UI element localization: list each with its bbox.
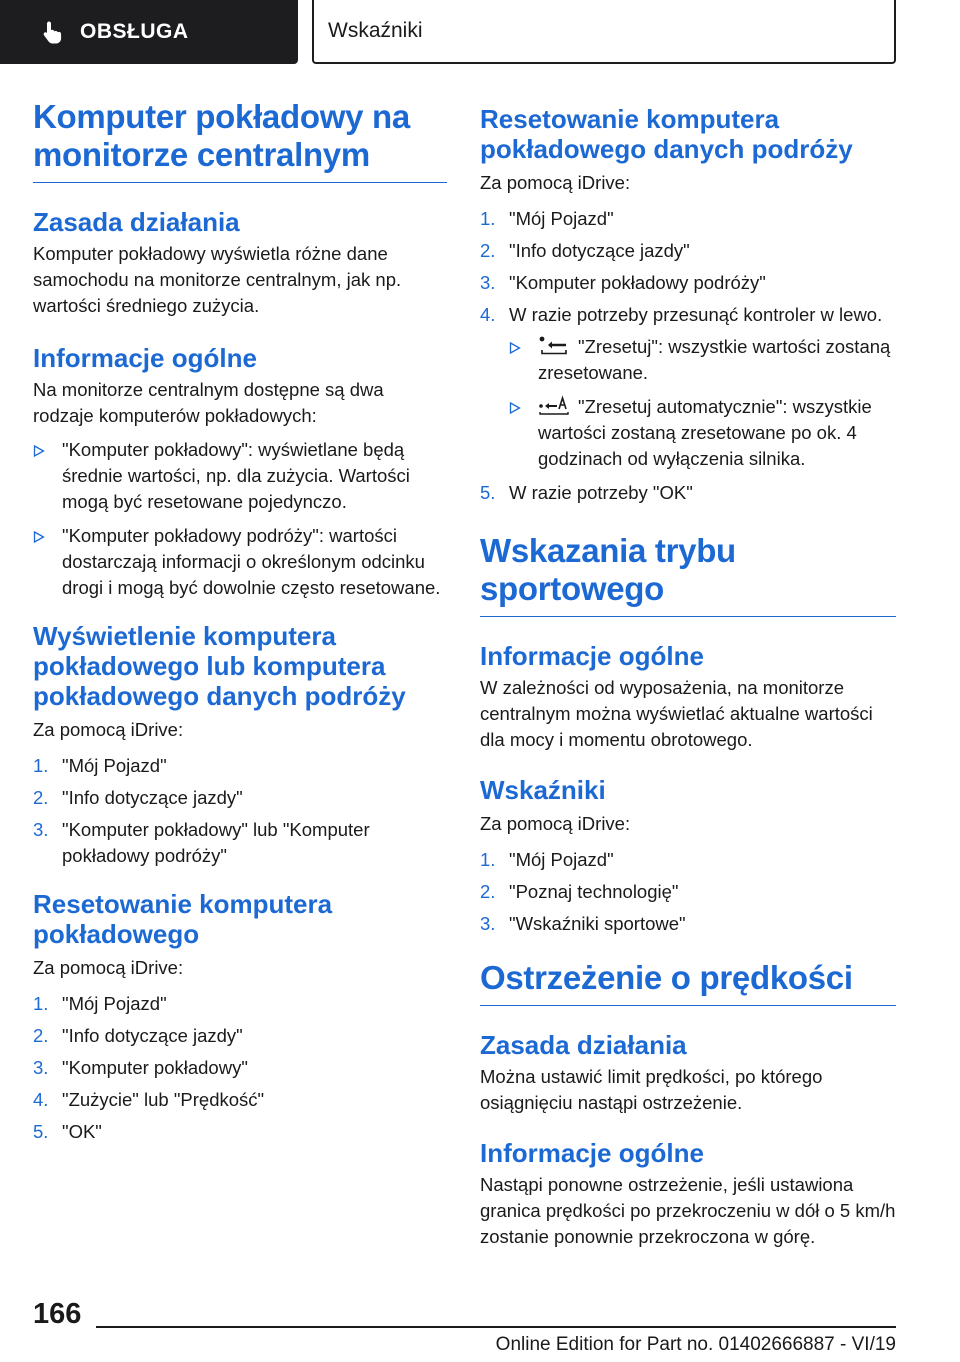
list-item: 1. "Mój Pojazd" bbox=[33, 993, 167, 1014]
steps-display-computer bbox=[33, 753, 447, 869]
triangle-bullet-icon bbox=[509, 402, 521, 414]
list-item: 4. W razie potrzeby przesunąć kontroler w lewo. bbox=[480, 304, 883, 325]
list-item: 3. "Wskaźniki sportowe" bbox=[480, 913, 686, 934]
paragraph-principle: Komputer pokładowy wyświetla różne dane samochodu na monitorze centralnym, jak np. wartości średniego zużycia. bbox=[33, 243, 402, 316]
chapter-title-sport-displays: Wskazania trybu sportowego bbox=[480, 532, 896, 617]
paragraph-general-info: Na monitorze centralnym dostępne są dwa rodzaje komputerów pokładowych: bbox=[33, 379, 384, 426]
heading-reset-computer: Resetowanie komputera pokładowego bbox=[33, 889, 333, 949]
list-item: 1. "Mój Pojazd" bbox=[480, 849, 614, 870]
footer-divider bbox=[96, 1326, 896, 1328]
section-title: OBSŁUGA bbox=[80, 20, 189, 43]
list-item: 3. "Komputer pokładowy" lub "Komputer pokładowy podróży" bbox=[33, 819, 370, 866]
triangle-bullet-icon bbox=[509, 342, 521, 354]
idrive-intro: Za pomocą iDrive: bbox=[480, 172, 631, 193]
chapter-title-speed-warning: Ostrzeżenie o prędkości bbox=[480, 959, 896, 1006]
left-column bbox=[33, 98, 447, 1151]
list-item: "Zresetuj": wszystkie wartości zostaną zresetowane. bbox=[480, 334, 896, 386]
pointing-hand-icon bbox=[40, 19, 66, 45]
page-header bbox=[0, 0, 960, 66]
heading-principle: Zasada działania bbox=[480, 1030, 687, 1060]
section-tab[interactable] bbox=[0, 0, 298, 64]
step-five bbox=[480, 480, 896, 506]
sub-list-reset-options bbox=[480, 334, 896, 472]
heading-indicators: Wskaźniki bbox=[480, 775, 606, 805]
list-item: "Zresetuj automatycznie": wszystkie wartości zostaną zresetowane po ok. 4 godzinach od wyłączenia silnika. bbox=[480, 394, 896, 472]
list-item: "Komputer pokładowy": wyświetlane będą średnie wartości, np. dla zużycia. Wartości mogą być resetowane pojedynczo. bbox=[33, 437, 447, 515]
heading-principle: Zasada działania bbox=[33, 207, 240, 237]
triangle-bullet-icon bbox=[33, 445, 45, 457]
page-number: 166 bbox=[33, 1298, 82, 1330]
list-item: 2. "Info dotyczące jazdy" bbox=[33, 1025, 243, 1046]
idrive-intro: Za pomocą iDrive: bbox=[480, 813, 631, 834]
list-item: 2. "Info dotyczące jazdy" bbox=[33, 787, 243, 808]
heading-general-info: Informacje ogólne bbox=[480, 641, 704, 671]
list-item: 5. W razie potrzeby "OK" bbox=[480, 482, 693, 503]
list-item: 4. "Zużycie" lub "Prędkość" bbox=[33, 1089, 265, 1110]
list-item: 2. "Info dotyczące jazdy" bbox=[480, 240, 690, 261]
heading-general-info: Informacje ogólne bbox=[480, 1138, 704, 1168]
list-item: 5. "OK" bbox=[33, 1121, 102, 1142]
steps-indicators bbox=[480, 847, 896, 937]
list-item: 3. "Komputer pokładowy" bbox=[33, 1057, 248, 1078]
paragraph-speed-principle: Można ustawić limit prędkości, po którego osiągnięciu nastąpi ostrzeżenie. bbox=[480, 1066, 823, 1113]
paragraph-sport-general: W zależności od wyposażenia, na monitorze centralnym można wyświetlać aktualne wartości dla mocy i momentu obrotowego. bbox=[480, 677, 873, 750]
paragraph-speed-general: Nastąpi ponowne ostrzeżenie, jeśli ustawiona granica prędkości po przekroczeniu w dół o 5 km/h zostanie ponownie przekroczona w górę. bbox=[480, 1174, 896, 1247]
list-item: 1. "Mój Pojazd" bbox=[33, 755, 167, 776]
idrive-intro: Za pomocą iDrive: bbox=[33, 957, 184, 978]
idrive-intro: Za pomocą iDrive: bbox=[33, 719, 184, 740]
list-item: 3. "Komputer pokładowy podróży" bbox=[480, 272, 766, 293]
steps-reset-trip-computer bbox=[480, 206, 896, 328]
chapter-title-onboard-computer: Komputer pokładowy na monitorze centralnym bbox=[33, 98, 447, 183]
reset-arrow-icon bbox=[538, 335, 570, 355]
list-item: 1. "Mój Pojazd" bbox=[480, 208, 614, 229]
list-item: "Komputer pokładowy podróży": wartości dostarczają informacji o określonym odcinku drogi i mogą być dowolnie często resetowane. bbox=[33, 523, 447, 601]
footer-edition: Online Edition for Part no. 01402666887 - VI/19 bbox=[495, 1334, 896, 1355]
topic-title: Wskaźniki bbox=[328, 19, 423, 42]
heading-reset-trip-computer: Resetowanie komputera pokładowego danych podróży bbox=[480, 104, 853, 164]
right-column bbox=[480, 104, 896, 1250]
heading-general-info: Informacje ogólne bbox=[33, 343, 257, 373]
heading-display-computer: Wyświetlenie komputera pokładowego lub komputera pokładowego danych podróży bbox=[33, 621, 406, 711]
bullet-list-computers bbox=[33, 437, 447, 601]
topic-box bbox=[312, 0, 896, 64]
list-item: 2. "Poznaj technologię" bbox=[480, 881, 679, 902]
auto-reset-icon bbox=[538, 395, 570, 415]
steps-reset-computer bbox=[33, 991, 447, 1145]
triangle-bullet-icon bbox=[33, 531, 45, 543]
